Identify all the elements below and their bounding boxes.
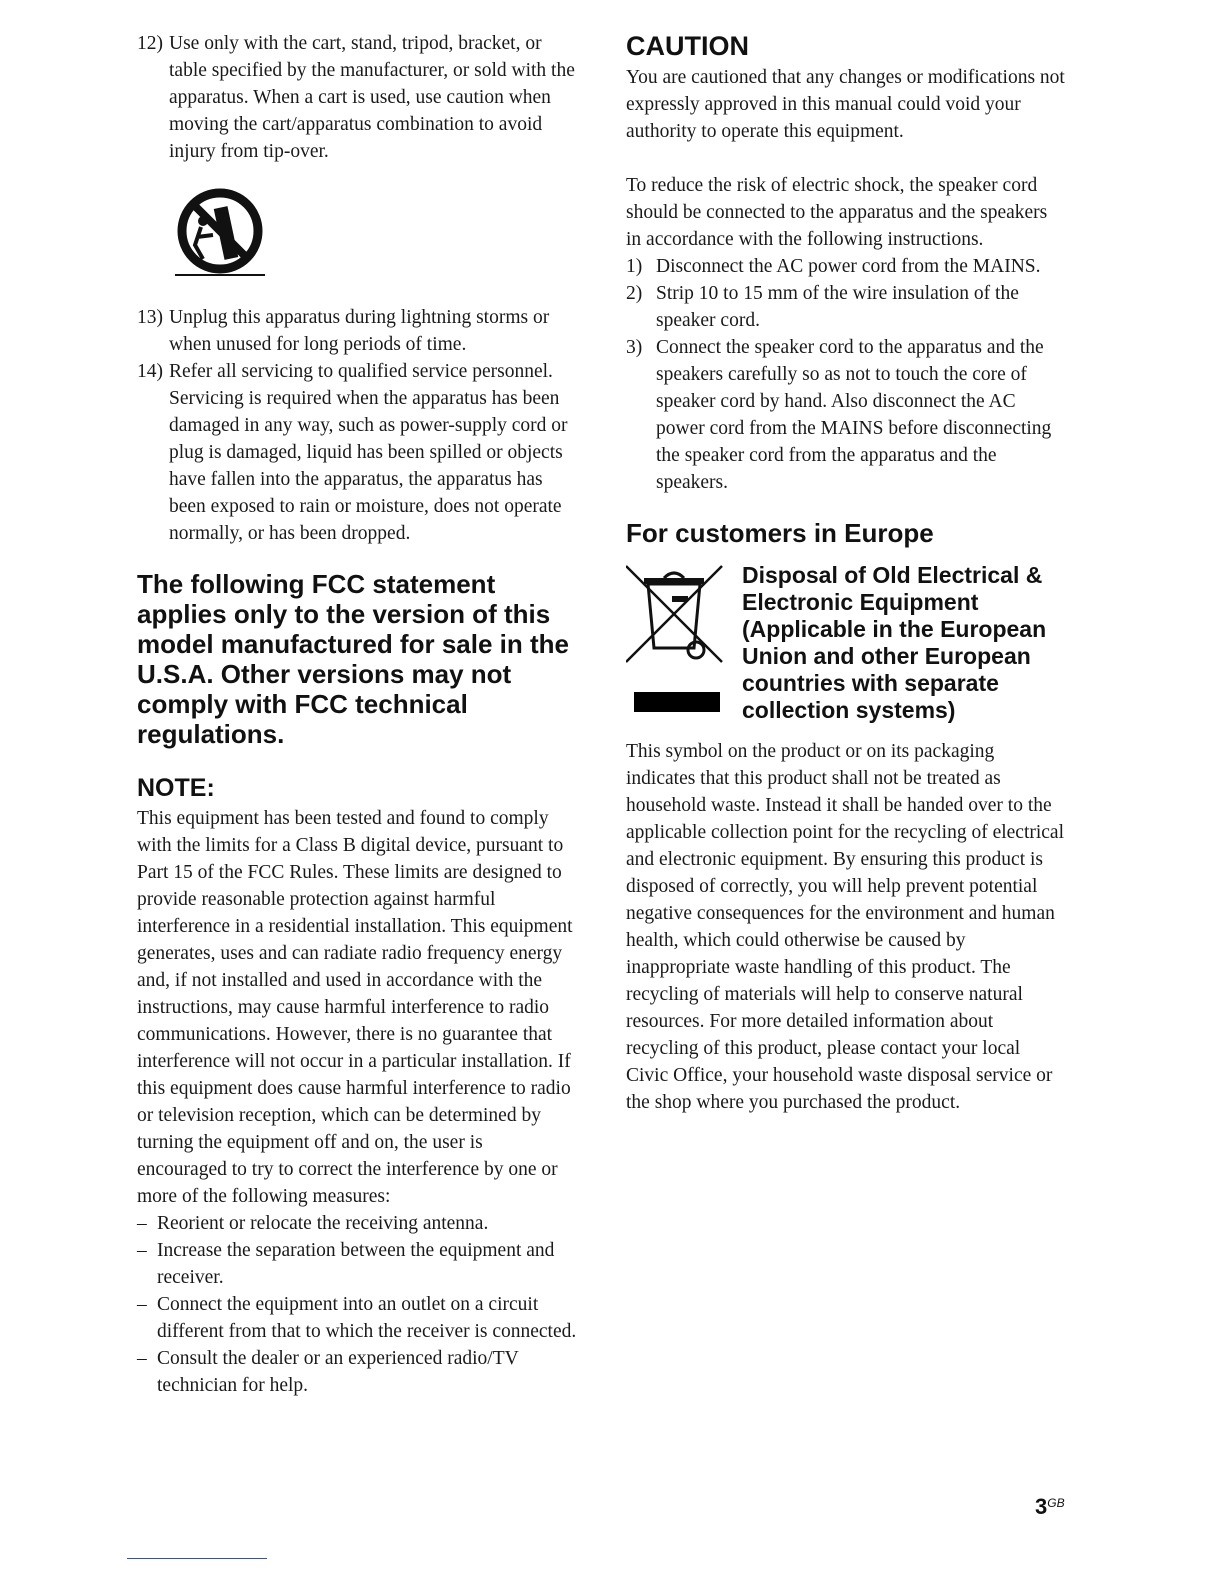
page-number <box>1035 1494 1065 1520</box>
item-number: 12) <box>137 33 163 54</box>
measure-item <box>137 1210 577 1237</box>
step-number: 2) <box>626 283 643 304</box>
left-column <box>137 30 577 1399</box>
step-text: Connect the speaker cord to the apparatus and the speakers carefully so as not to touch the core of speaker cord by hand. Also disconnect the AC power cord from the MAINS before disconnecting the speaker cord from the apparatus and the speakers. <box>656 337 1052 493</box>
dash-marker: – <box>137 1240 147 1261</box>
cart-tip-over-warning-icon <box>173 187 267 281</box>
weee-block <box>626 562 1066 724</box>
note-body: This equipment has been tested and found to comply with the limits for a Class B digital device, pursuant to Part 15 of the FCC Rules. These limits are designed to provide reasonable protection against harmful interference in a residential installation. This equipment generates, uses and can radiate radio frequency energy and, if not installed and used in accordance with the instructions, may cause harmful interference to radio communications. However, there is no guarantee that interference will not occur in a particular installation. If this equipment does cause harmful interference to radio or television reception, which can be determined by turning the equipment off and on, the user is encouraged to try to correct the interference by one or more of the following measures: <box>137 808 573 1207</box>
instruction-step <box>626 280 1066 334</box>
measure-item <box>137 1291 577 1345</box>
right-column <box>626 30 1066 1116</box>
weee-heading: Disposal of Old Electrical & Electronic Equipment (Applicable in the European Union and other European countries with separate collection systems) <box>742 562 1047 723</box>
page-number-value: 3 <box>1035 1494 1048 1519</box>
step-text: Disconnect the AC power cord from the MAINS. <box>656 256 1041 277</box>
dash-marker: – <box>137 1294 147 1315</box>
measure-text: Reorient or relocate the receiving antenna. <box>157 1213 489 1234</box>
measure-item <box>137 1237 577 1291</box>
measure-item <box>137 1345 577 1399</box>
dash-marker: – <box>137 1348 147 1369</box>
instruction-step <box>626 253 1066 280</box>
step-text: Strip 10 to 15 mm of the wire insulation of the speaker cord. <box>656 283 1019 331</box>
item-text: Refer all servicing to qualified service personnel. Servicing is required when the apparatus has been damaged in any way, such as power-supply cord or plug is damaged, liquid has been spilled or objects have fallen into the apparatus, the apparatus has been exposed to rain or moisture, does not operate normally, or has been dropped. <box>169 361 568 544</box>
item-number: 13) <box>137 307 163 328</box>
step-number: 3) <box>626 337 643 358</box>
weee-icon-wrapper <box>626 562 742 722</box>
footer-rule <box>127 1558 267 1559</box>
note-heading: NOTE: <box>137 774 215 802</box>
measure-text: Increase the separation between the equipment and receiver. <box>157 1240 555 1288</box>
measure-text: Connect the equipment into an outlet on a circuit different from that to which the receiver is connected. <box>157 1294 577 1342</box>
dash-marker: – <box>137 1213 147 1234</box>
safety-item-13 <box>137 304 577 358</box>
weee-body: This symbol on the product or on its packaging indicates that this product shall not be treated as household waste. Instead it shall be handed over to the applicable collection point for the recycling of electrical and electronic equipment. By ensuring this product is disposed of correctly, you will help prevent potential negative consequences for the environment and human health, which could otherwise be caused by inappropriate waste handling of this product. The recycling of materials will help to conserve natural resources. For more detailed information about recycling of this product, please contact your local Civic Office, your household waste disposal service or the shop where you purchased the product. <box>626 741 1065 1113</box>
page-number-suffix: GB <box>1047 1496 1065 1510</box>
step-number: 1) <box>626 256 643 277</box>
crossed-out-wheelie-bin-icon <box>626 562 730 722</box>
item-number: 14) <box>137 361 163 382</box>
fcc-statement-heading: The following FCC statement applies only to the version of this model manufactured for sale in the U.S.A. Other versions may not comply with FCC technical regulations. <box>137 569 569 749</box>
caution-heading: CAUTION <box>626 31 749 61</box>
item-text: Use only with the cart, stand, tripod, bracket, or table specified by the manufacturer, or sold with the apparatus. When a cart is used, use caution when moving the cart/apparatus combination to avoid injury from tip-over. <box>169 33 575 162</box>
shock-intro: To reduce the risk of electric shock, the speaker cord should be connected to the apparatus and the speakers in accordance with the following instructions. <box>626 175 1048 250</box>
measure-text: Consult the dealer or an experienced radio/TV technician for help. <box>157 1348 519 1396</box>
safety-item-12 <box>137 30 577 165</box>
safety-item-14 <box>137 358 577 547</box>
europe-heading: For customers in Europe <box>626 518 934 548</box>
instruction-step <box>626 334 1066 496</box>
caution-body: You are cautioned that any changes or modifications not expressly approved in this manual could void your authority to operate this equipment. <box>626 67 1065 142</box>
item-text: Unplug this apparatus during lightning storms or when unused for long periods of time. <box>169 307 550 355</box>
